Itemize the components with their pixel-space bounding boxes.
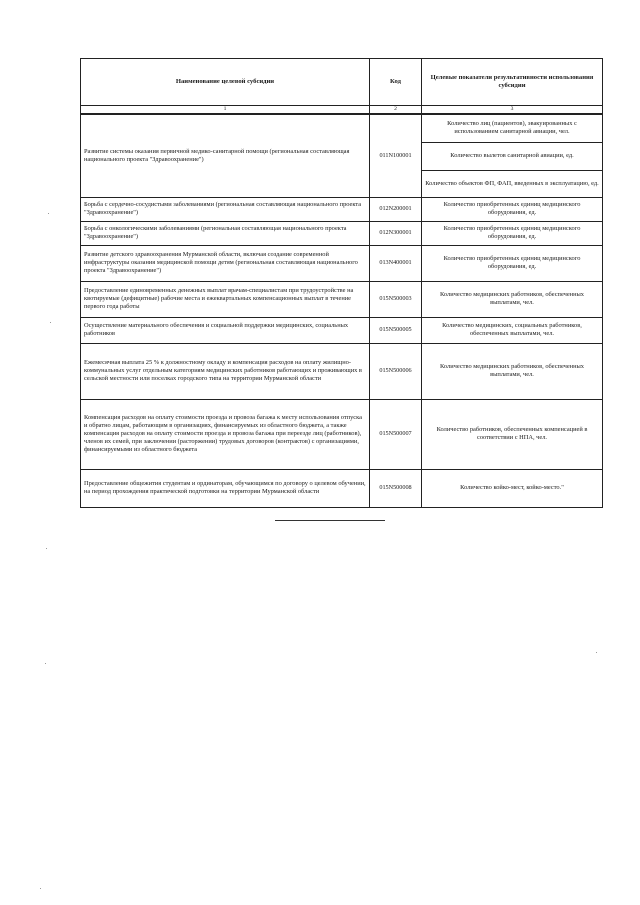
subsidy-code: 015N500008 bbox=[370, 469, 422, 507]
table-row bbox=[81, 317, 603, 343]
table-row bbox=[81, 114, 603, 142]
indicator: Количество койко-мест, койко-место." bbox=[422, 469, 603, 507]
header-indicators: Целевые показатели результативности использования субсидии bbox=[422, 59, 603, 106]
subsidy-code: 012N300001 bbox=[370, 221, 422, 245]
subsidy-code: 013N400001 bbox=[370, 245, 422, 281]
indicator: Количество приобретенных единиц медицинского оборудования, ед. bbox=[422, 197, 603, 221]
indicator: Количество приобретенных единиц медицинского оборудования, ед. bbox=[422, 221, 603, 245]
header-code: Код bbox=[370, 59, 422, 106]
subsidy-code: 011N100001 bbox=[370, 114, 422, 197]
scan-speck bbox=[40, 888, 41, 889]
indicator: Количество объектов ФП, ФАП, введенных в эксплуатацию, ед. bbox=[422, 170, 603, 197]
table-row bbox=[81, 245, 603, 281]
indicator: Количество медицинских, социальных работников, обеспеченных выплатами, чел. bbox=[422, 317, 603, 343]
subsidy-table bbox=[80, 58, 603, 508]
subsidy-name: Осуществление материального обеспечения и социальной поддержки медицинских, социальных работников bbox=[81, 317, 370, 343]
subsidy-name: Компенсация расходов на оплату стоимости проезда и провоза багажа к месту использования отпуска и обратно лицам, работающим в организациях, финансируемых из областного бюджета, а также компенсация расходов на оплату стоимости проезда и провоза багажа при переезде лиц (работников), членов их семей, при заключении (расторжении) трудовых договоров (контрактов) с организациями, финансируемыми из областного бюджета bbox=[81, 399, 370, 469]
indicator: Количество приобретенных единиц медицинского оборудования, ед. bbox=[422, 245, 603, 281]
scan-speck bbox=[46, 548, 47, 549]
subsidy-name: Развитие системы оказания первичной медико-санитарной помощи (региональная составляющая национального проекта "Здравоохранение") bbox=[81, 114, 370, 197]
table-row bbox=[81, 221, 603, 245]
subsidy-code: 015N500007 bbox=[370, 399, 422, 469]
column-number: 3 bbox=[422, 106, 603, 115]
table-row bbox=[81, 399, 603, 469]
table-row bbox=[81, 343, 603, 399]
table-row bbox=[81, 469, 603, 507]
column-number-row bbox=[81, 106, 603, 115]
subsidy-code: 012N200001 bbox=[370, 197, 422, 221]
indicator: Количество вылетов санитарной авиации, ед. bbox=[422, 142, 603, 170]
subsidy-code: 015N500005 bbox=[370, 317, 422, 343]
subsidy-name: Борьба с онкологическими заболеваниями (региональная составляющая национального проекта "Здравоохранение") bbox=[81, 221, 370, 245]
table-row bbox=[81, 197, 603, 221]
header-name: Наименование целевой субсидии bbox=[81, 59, 370, 106]
column-number: 2 bbox=[370, 106, 422, 115]
table-row bbox=[81, 281, 603, 317]
closing-separator-line bbox=[275, 520, 385, 521]
header-row bbox=[81, 59, 603, 106]
subsidy-name: Предоставление общежития студентам и ординаторам, обучающимся по договору о целевом обучении, на период прохождения практической подготовки на территории Мурманской области bbox=[81, 469, 370, 507]
scan-speck bbox=[45, 663, 46, 664]
indicator: Количество работников, обеспеченных компенсацией в соответствии с НПА, чел. bbox=[422, 399, 603, 469]
subsidy-name: Предоставление единовременных денежных выплат врачам-специалистам при трудоустройстве на квотируемые (дефицитные) рабочие места и ежеквартальных компенсационных выплат в течение первого года работы bbox=[81, 281, 370, 317]
subsidy-code: 015N500003 bbox=[370, 281, 422, 317]
scan-speck bbox=[48, 213, 49, 214]
indicator: Количество медицинских работников, обеспеченных выплатами, чел. bbox=[422, 281, 603, 317]
subsidy-name: Развитие детского здравоохранения Мурманской области, включая создание современной инфраструктуры оказания медицинской помощи детям (региональная составляющая национального проекта "Здравоохранение") bbox=[81, 245, 370, 281]
column-number: 1 bbox=[81, 106, 370, 115]
indicator: Количество лиц (пациентов), эвакуированных с использованием санитарной авиации, чел. bbox=[422, 114, 603, 142]
scan-speck bbox=[596, 652, 597, 653]
indicator: Количество медицинских работников, обеспеченных выплатами, чел. bbox=[422, 343, 603, 399]
scan-speck bbox=[50, 322, 51, 323]
subsidy-code: 015N500006 bbox=[370, 343, 422, 399]
subsidy-name: Ежемесячная выплата 25 % к должностному окладу и компенсация расходов на оплату жилищно-коммунальных услуг отдельным категориям медицинских работников работающих и проживающих в сельской местности или поселках городского типа на территории Мурманской области bbox=[81, 343, 370, 399]
subsidy-name: Борьба с сердечно-сосудистыми заболеваниями (региональная составляющая национального проекта "Здравоохранение") bbox=[81, 197, 370, 221]
